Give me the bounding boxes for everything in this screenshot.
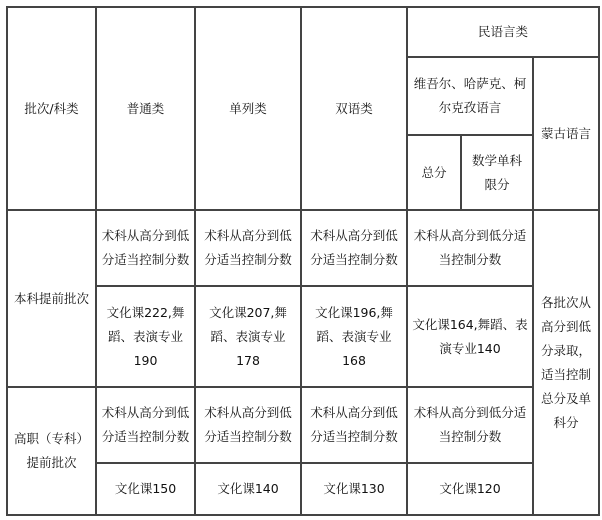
cell-art: 术科从高分到低分适当控制分数	[301, 210, 407, 286]
cell-art: 术科从高分到低分适当控制分数	[195, 210, 301, 286]
cell-culture: 文化课164,舞蹈、表演专业140	[407, 286, 533, 387]
cell-culture: 文化课130	[301, 463, 407, 515]
header-mongolian: 蒙古语言	[533, 57, 599, 210]
cell-art: 术科从高分到低分适当控制分数	[96, 210, 195, 286]
header-uyghur-kazakh-kyrgyz: 维吾尔、哈萨克、柯尔克孜语言	[407, 57, 533, 135]
cell-art: 术科从高分到低分适当控制分数	[195, 387, 301, 463]
header-bilingual: 双语类	[301, 7, 407, 210]
header-minority-language: 民语言类	[407, 7, 599, 57]
cell-culture: 文化课150	[96, 463, 195, 515]
cell-art: 术科从高分到低分适当控制分数	[407, 387, 533, 463]
header-batch-category: 批次/科类	[7, 7, 96, 210]
cell-culture: 文化课140	[195, 463, 301, 515]
cell-culture: 文化课207,舞蹈、表演专业178	[195, 286, 301, 387]
header-single-list: 单列类	[195, 7, 301, 210]
header-math-limit: 数学单科限分	[461, 135, 533, 210]
cell-culture: 文化课196,舞蹈、表演专业168	[301, 286, 407, 387]
mongolian-note: 各批次从高分到低分录取，适当控制总分及单科分	[533, 210, 599, 515]
cell-culture: 文化课222,舞蹈、表演专业190	[96, 286, 195, 387]
cell-art: 术科从高分到低分适当控制分数	[407, 210, 533, 286]
cell-art: 术科从高分到低分适当控制分数	[301, 387, 407, 463]
row-label-vocational-early: 高职（专科）提前批次	[7, 387, 96, 515]
cell-culture: 文化课120	[407, 463, 533, 515]
cell-art: 术科从高分到低分适当控制分数	[96, 387, 195, 463]
header-general: 普通类	[96, 7, 195, 210]
row-label-undergrad-early: 本科提前批次	[7, 210, 96, 387]
header-total-score: 总分	[407, 135, 461, 210]
admission-score-table	[6, 6, 600, 516]
